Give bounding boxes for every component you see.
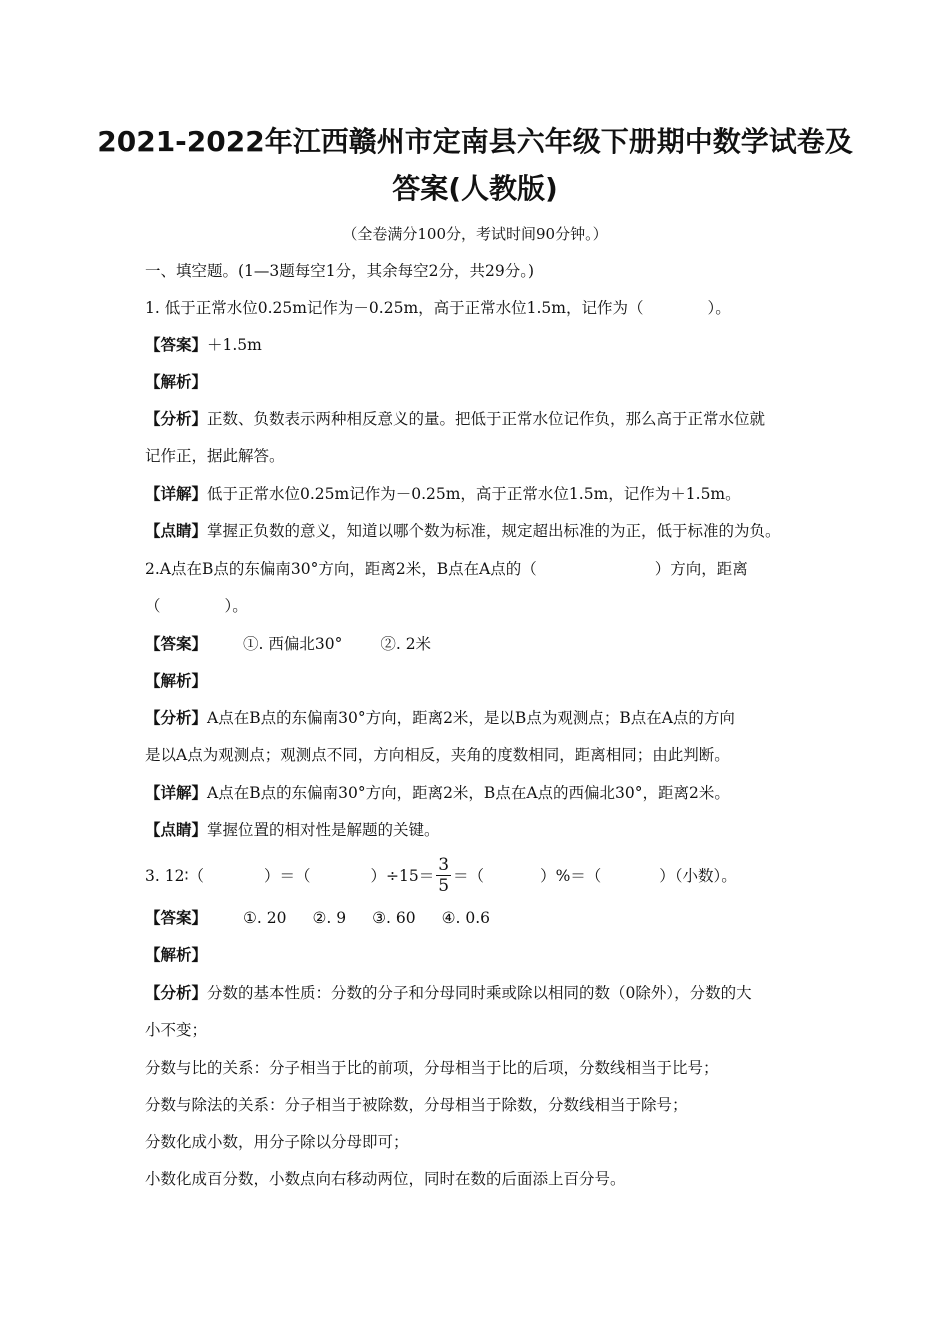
q3-stem-d: ＝（: [453, 867, 485, 885]
fenxi-tag: 【分析】: [145, 983, 208, 1002]
answer-tag: 【答案】: [145, 634, 208, 653]
q1-tip-text: 掌握正负数的意义，知道以哪个数为标准，规定超出标准的为正，低于标准的为负。: [207, 522, 781, 540]
document-subtitle: （全卷满分100分，考试时间90分钟。）: [342, 225, 608, 243]
q3-fraction-denominator: 5: [438, 875, 450, 896]
fenxi-tag: 【分析】: [145, 708, 208, 727]
section-heading: 一、填空题。(1—3题每空1分，其余每空2分，共29分。): [145, 262, 535, 280]
q2-analysis-text: A点在B点的东偏南30°方向，距离2米，是以B点为观测点；B点在A点的方向: [207, 709, 735, 727]
q3-jiexi-tag: 【解析】: [145, 945, 208, 964]
q3-analysis-line-3: 分数与比的关系：分子相当于比的前项，分母相当于比的后项，分数线相当于比号；: [145, 1059, 719, 1077]
q3-stem-c: ）÷15＝: [370, 867, 435, 885]
q3-answer: [145, 906, 825, 930]
answer-tag: 【答案】: [145, 335, 208, 354]
xiangjie-tag: 【详解】: [145, 484, 208, 503]
q3-stem-e: ）%＝（: [540, 867, 602, 885]
xiangjie-tag: 【详解】: [145, 783, 208, 802]
q2-stem-text: 2.A点在B点的东偏南30°方向，距离2米，B点在A点的（: [145, 560, 537, 578]
q2-stem-end: ）。: [224, 597, 248, 615]
q1-analysis-line-2: 记作正，据此解答。: [145, 447, 285, 465]
q3-analysis-line-6: 小数化成百分数，小数点向右移动两位，同时在数的后面添上百分号。: [145, 1170, 626, 1188]
q3-analysis-text: 分数的基本性质：分数的分子和分母同时乘或除以相同的数（0除外），分数的大: [207, 984, 752, 1002]
q3-analysis: [145, 981, 825, 1005]
document-title-line-1: 2021-2022年江西赣州市定南县六年级下册期中数学试卷及: [97, 125, 853, 158]
answer-tag: 【答案】: [145, 908, 208, 927]
q2-tip-text: 掌握位置的相对性是解题的关键。: [207, 821, 440, 839]
q3-stem-f: ）（小数）。: [659, 867, 737, 885]
q2-analysis-line-2: 是以A点为观测点；观测点不同，方向相反，夹角的度数相同，距离相同；由此判断。: [145, 746, 730, 764]
q1-tip: [145, 519, 825, 543]
q1-detail-text: 低于正常水位0.25m记作为－0.25m，高于正常水位1.5m，记作为＋1.5m。: [207, 485, 741, 503]
q3-analysis-line-2: 小不变；: [145, 1021, 208, 1039]
q1-answer: [145, 333, 825, 357]
q1-jiexi-tag: 【解析】: [145, 372, 208, 391]
q2-answer: [145, 632, 825, 656]
dianjing-tag: 【点睛】: [145, 521, 208, 540]
fenxi-tag: 【分析】: [145, 409, 208, 428]
q2-answer-1: ①. 西偏北30°: [243, 635, 343, 653]
q3-fraction-numerator: 3: [438, 854, 450, 875]
q1-answer-value: ＋1.5m: [207, 336, 262, 354]
q3-answer-1: ①. 20: [243, 909, 287, 927]
q2-stem: [145, 557, 825, 581]
q2-detail-text: A点在B点的东偏南30°方向，距离2米，B点在A点的西偏北30°，距离2米。: [207, 784, 730, 802]
document-title-line-2: 答案(人教版): [392, 172, 558, 205]
q1-analysis-text: 正数、负数表示两种相反意义的量。把低于正常水位记作负，那么高于正常水位就: [207, 410, 766, 428]
q3-answer-2: ②. 9: [312, 909, 347, 927]
q1-stem-end: ）。: [707, 299, 731, 317]
q2-tip: [145, 818, 825, 842]
q3-analysis-line-5: 分数化成小数，用分子除以分母即可；: [145, 1133, 409, 1151]
q2-analysis: [145, 706, 825, 730]
q2-answer-2: ②. 2米: [380, 635, 432, 653]
q2-stem-mid: ）方向，距离: [654, 560, 748, 578]
q1-analysis: [145, 407, 825, 431]
q3-fraction: [436, 855, 451, 896]
q1-stem-text: 1. 低于正常水位0.25m记作为－0.25m，高于正常水位1.5m，记作为（: [145, 299, 644, 317]
dianjing-tag: 【点睛】: [145, 820, 208, 839]
q3-answer-3: ③. 60: [372, 909, 416, 927]
q3-stem-a: 3. 12∶（: [145, 867, 204, 885]
q2-jiexi-tag: 【解析】: [145, 671, 208, 690]
q3-answer-4: ④. 0.6: [441, 909, 491, 927]
q3-analysis-line-4: 分数与除法的关系：分子相当于被除数，分母相当于除数，分数线相当于除号；: [145, 1096, 688, 1114]
q2-stem-open: （: [145, 597, 161, 615]
q2-stem-line-2: [145, 594, 825, 618]
q3-stem: [145, 856, 825, 898]
q2-detail: [145, 781, 825, 805]
q1-stem: [145, 296, 825, 320]
q1-detail: [145, 482, 825, 506]
q3-stem-b: ）＝（: [263, 867, 311, 885]
